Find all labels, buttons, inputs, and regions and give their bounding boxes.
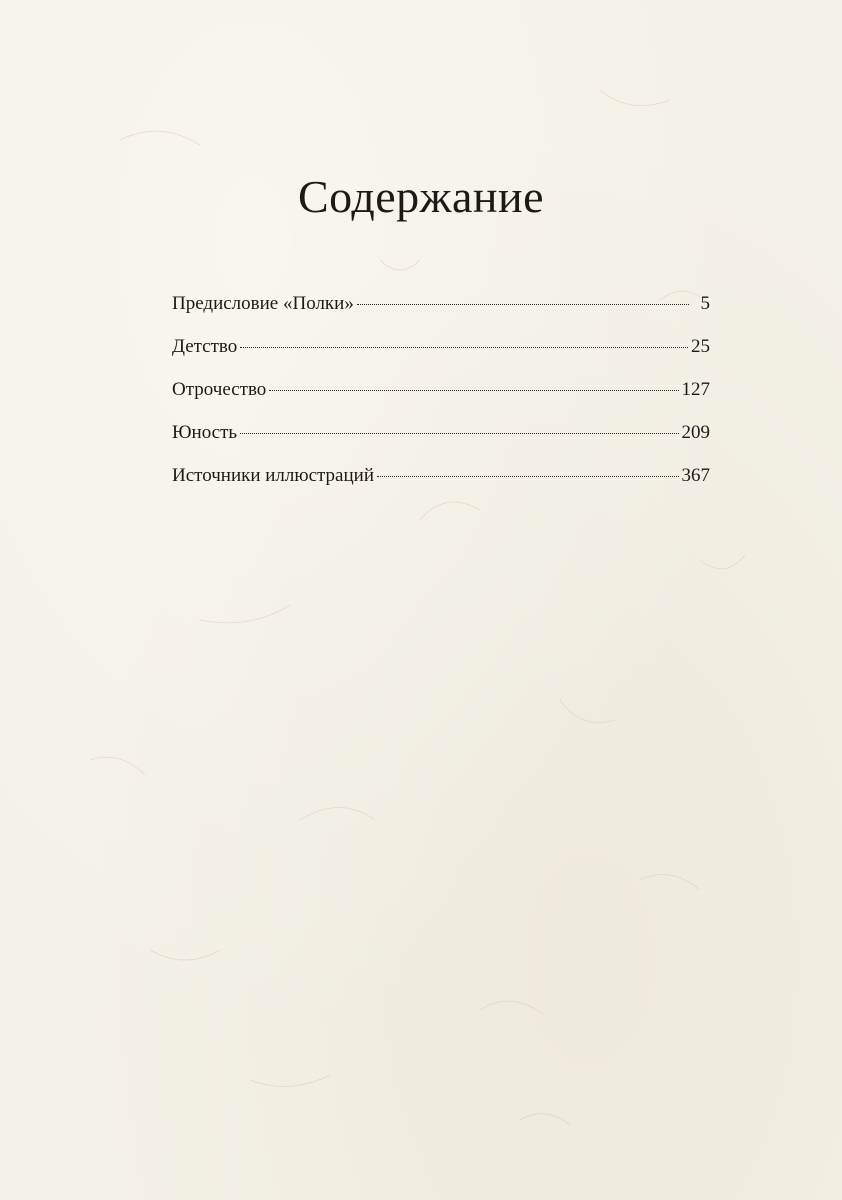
dot-leader bbox=[240, 433, 678, 434]
dot-leader bbox=[357, 304, 689, 305]
toc-entry-boyhood[interactable] bbox=[172, 368, 710, 411]
toc-entry-illustration-sources[interactable] bbox=[172, 454, 710, 497]
toc-entry-page: 5 bbox=[700, 293, 710, 314]
page-title: Содержание bbox=[297, 171, 545, 222]
toc-entry-page: 209 bbox=[681, 422, 710, 443]
toc-entry-childhood[interactable] bbox=[172, 325, 710, 368]
toc-entry-page: 25 bbox=[691, 336, 710, 357]
toc-entry-preface[interactable] bbox=[172, 282, 710, 325]
toc-entry-label: Источники иллюстраций bbox=[172, 465, 374, 486]
toc-entry-youth[interactable] bbox=[172, 411, 710, 454]
toc-entry-label: Детство bbox=[172, 336, 238, 357]
toc-entry-label: Отрочество bbox=[172, 379, 267, 400]
dot-leader bbox=[269, 390, 678, 391]
toc-entry-page: 127 bbox=[681, 379, 710, 400]
table-of-contents bbox=[172, 282, 710, 497]
toc-entry-label: Юность bbox=[172, 422, 238, 443]
toc-entry-label: Предисловие «Полки» bbox=[172, 293, 354, 314]
dot-leader bbox=[377, 476, 679, 477]
dot-leader bbox=[240, 347, 688, 348]
toc-entry-page: 367 bbox=[681, 465, 710, 486]
